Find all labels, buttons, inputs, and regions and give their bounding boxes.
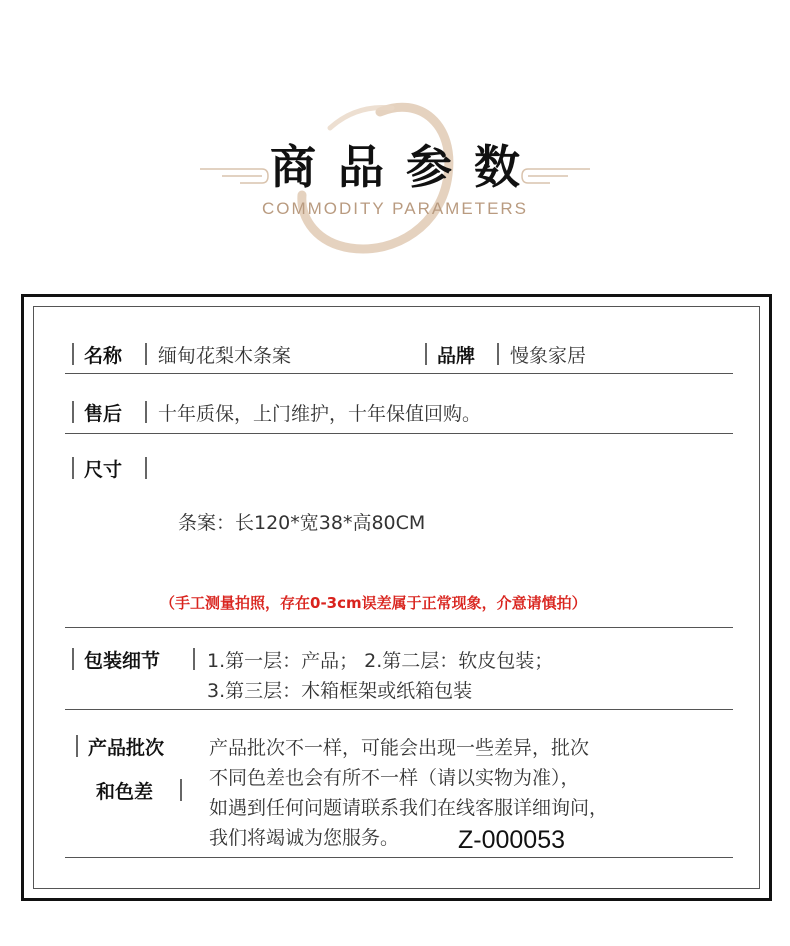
brand-label: 品牌 [437, 345, 476, 367]
brand-value: 慢象家居 [510, 345, 587, 367]
label-bar [72, 343, 74, 365]
label-bar [76, 735, 78, 757]
row-divider [65, 709, 733, 710]
row-divider [65, 627, 733, 628]
packaging-line-2: 3.第三层：木箱框架或纸箱包装 [207, 680, 473, 702]
batch-text-line-1: 产品批次不一样，可能会出现一些差异，批次 [209, 737, 590, 759]
label-bar [145, 401, 147, 423]
label-bar [72, 401, 74, 423]
size-label: 尺寸 [84, 459, 123, 481]
label-bar [425, 343, 427, 365]
aftersale-label: 售后 [84, 403, 123, 425]
label-bar [180, 779, 182, 801]
label-bar [145, 457, 147, 479]
row-divider [65, 433, 733, 434]
label-bar [72, 648, 74, 670]
batch-text-line-3: 如遇到任何问题请联系我们在线客服详细询问， [209, 797, 609, 819]
row-divider [65, 857, 733, 858]
batch-text-line-2: 不同色差也会有所不一样（请以实物为准）， [209, 767, 580, 789]
size-value: 条案：长120*宽38*高80CM [178, 512, 426, 534]
label-bar [497, 343, 499, 365]
product-code: Z-000053 [458, 826, 566, 854]
batch-text-line-4: 我们将竭诚为您服务。 [209, 827, 400, 849]
label-bar [193, 648, 195, 670]
packaging-line-1: 1.第一层：产品； 2.第二层：软皮包装； [207, 650, 554, 672]
name-value: 缅甸花梨木条案 [158, 345, 292, 367]
batch-label-line-1: 产品批次 [88, 737, 165, 759]
label-bar [145, 343, 147, 365]
batch-label-line-2: 和色差 [96, 781, 154, 803]
packaging-label: 包装细节 [84, 650, 161, 672]
aftersale-value: 十年质保，上门维护，十年保值回购。 [158, 403, 482, 425]
page-title: 商品参数 [270, 140, 542, 194]
row-divider [65, 373, 733, 374]
section-header [0, 0, 790, 290]
page-subtitle: COMMODITY PARAMETERS [261, 199, 529, 218]
size-note: （手工测量拍照，存在0-3cm误差属于正常现象，介意请慎拍） [160, 594, 587, 612]
label-bar [72, 457, 74, 479]
name-label: 名称 [84, 345, 123, 367]
